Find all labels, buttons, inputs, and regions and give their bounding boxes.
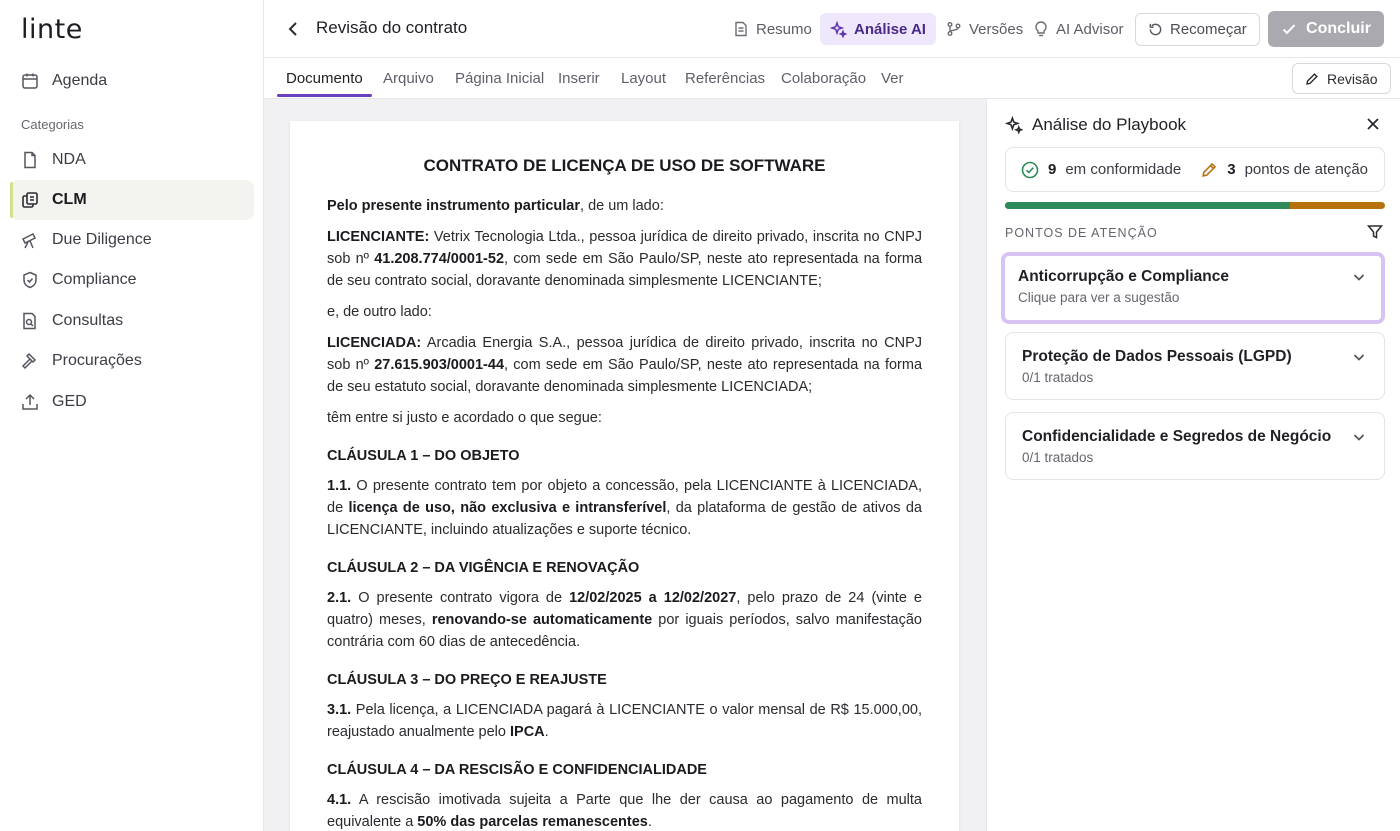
document-paragraph: e, de outro lado: <box>327 304 432 320</box>
clause-heading: CLÁUSULA 3 – DO PREÇO E REAJUSTE <box>327 672 607 688</box>
clause-heading: CLÁUSULA 2 – DA VIGÊNCIA E RENOVAÇÃO <box>327 560 640 576</box>
tab-layout[interactable]: Layout <box>621 70 667 87</box>
document-paragraph: 4.1. A rescisão imotivada sujeita a Parte que lhe der causa ao pagamento de multa equivalente a 50% das parcelas remanescentes. <box>327 792 922 830</box>
clause-heading: CLÁUSULA 4 – DA RESCISÃO E CONFIDENCIALIDADE <box>327 762 707 778</box>
document-page[interactable] <box>290 121 959 831</box>
atencao-label: pontos de atenção <box>1244 161 1369 178</box>
document-title: CONTRATO DE LICENÇA DE USO DE SOFTWARE <box>423 156 826 175</box>
sparkles-icon <box>830 21 847 38</box>
chevron-down-icon[interactable] <box>1352 430 1366 449</box>
recomecar-button[interactable] <box>1135 13 1260 46</box>
sidebar-item-ged[interactable] <box>10 382 254 422</box>
document-paragraph: 3.1. Pela licença, a LICENCIADA pagará à LICENCIANTE o valor mensal de R$ 15.000,00, reajustado anualmente pelo IPCA. <box>327 702 922 740</box>
sparkles-icon <box>1005 116 1023 139</box>
attention-card[interactable] <box>1005 412 1385 480</box>
compliance-progress-fill <box>1005 202 1290 209</box>
categories-label: Categorias <box>21 117 84 132</box>
document-area[interactable] <box>264 99 986 831</box>
document-paragraph: LICENCIADA: Arcadia Energia S.A., pessoa jurídica de direito privado, inscrita no CNPJ sob nº 27.615.903/0001-44, com sede em São Paulo/SP, neste ato representada na forma de seu estatuto social, doravante denominada simplesmente LICENCIADA; <box>327 335 923 395</box>
recomecar-label: Recomeçar <box>1170 21 1247 38</box>
back-button[interactable] <box>282 17 306 41</box>
tab-inserir[interactable]: Inserir <box>558 70 600 87</box>
sidebar-item-agenda[interactable] <box>10 61 254 101</box>
copy-documents-icon <box>21 191 39 209</box>
sidebar <box>0 0 264 831</box>
tab-ver[interactable]: Ver <box>881 70 904 87</box>
gavel-icon <box>21 352 39 370</box>
sidebar-item-consultas[interactable] <box>10 301 254 341</box>
tab-arquivo[interactable]: Arquivo <box>383 70 434 87</box>
sidebar-item-clm[interactable] <box>10 180 254 220</box>
branch-icon <box>946 21 962 37</box>
analise-ai-label: Análise AI <box>854 20 926 38</box>
concluir-button[interactable] <box>1268 11 1384 47</box>
resumo-button[interactable] <box>723 13 822 45</box>
attention-card-subtitle: 0/1 tratados <box>1022 370 1094 385</box>
atencao-count: 3 <box>1227 161 1236 178</box>
chevron-left-icon <box>287 22 301 36</box>
attention-card[interactable] <box>1005 332 1385 400</box>
ribbon-tabs <box>264 58 1400 99</box>
playbook-panel <box>986 99 1400 831</box>
tab-pagina-inicial[interactable]: Página Inicial <box>455 70 545 87</box>
panel-title: Análise do Playbook <box>1032 115 1187 134</box>
close-icon[interactable] <box>1365 116 1381 137</box>
sidebar-item-label: CLM <box>52 191 87 208</box>
sidebar-item-label: Due Diligence <box>52 231 152 248</box>
check-icon <box>1281 21 1297 37</box>
document-paragraph: Pelo presente instrumento particular, de um lado: <box>327 198 664 214</box>
ai-advisor-button[interactable] <box>1023 13 1134 45</box>
document-paragraph: LICENCIANTE: Vetrix Tecnologia Ltda., pessoa jurídica de direito privado, inscrita no CNPJ sob nº 41.208.774/0001-52, com sede em São Paulo/SP, neste ato representada na forma de seu contrato social, doravante denominada simplesmente LICENCIANTE; <box>327 229 923 289</box>
revisao-label: Revisão <box>1327 70 1378 87</box>
chevron-down-icon[interactable] <box>1352 270 1366 289</box>
telescope-icon <box>21 231 39 249</box>
document-paragraph: 2.1. O presente contrato vigora de 12/02/2025 a 12/02/2027, pelo prazo de 24 (vinte e quatro) meses, renovando-se automaticamente por iguais períodos, salvo manifestação contrária com 60 dias de antecedência. <box>327 590 922 650</box>
app-logo[interactable]: linte <box>21 14 83 45</box>
attention-card-title: Confidencialidade e Segredos de Negócio <box>1022 428 1332 445</box>
ai-advisor-label: AI Advisor <box>1056 20 1124 38</box>
resumo-label: Resumo <box>756 20 812 38</box>
filter-icon[interactable] <box>1367 224 1383 245</box>
conformidade-label: em conformidade <box>1065 161 1182 178</box>
calendar-icon <box>21 72 39 90</box>
section-label: PONTOS DE ATENÇÃO <box>1005 226 1158 240</box>
tab-documento[interactable]: Documento <box>286 70 363 87</box>
attention-card-subtitle: Clique para ver a sugestão <box>1018 290 1180 305</box>
pencil-icon <box>1201 161 1218 178</box>
versoes-button[interactable] <box>936 13 1033 45</box>
document-paragraph: 1.1. O presente contrato tem por objeto a concessão, pela LICENCIANTE à LICENCIADA, de licença de uso, não exclusiva e intransferível, da plataforma de gestão de ativos da LICENCIANTE, incluindo atualizações e suporte técnico. <box>327 478 922 538</box>
document-icon <box>733 21 749 37</box>
chevron-down-icon[interactable] <box>1352 350 1366 369</box>
pencil-icon <box>1305 72 1319 86</box>
restart-icon <box>1148 22 1163 37</box>
document-icon <box>21 151 39 169</box>
lightbulb-icon <box>1033 21 1049 37</box>
sidebar-item-procuracoes[interactable] <box>10 341 254 381</box>
attention-card-title: Proteção de Dados Pessoais (LGPD) <box>1022 348 1292 365</box>
versoes-label: Versões <box>969 20 1024 38</box>
sidebar-item-label: Compliance <box>52 271 137 288</box>
page-title: Revisão do contrato <box>316 18 468 37</box>
sidebar-item-label: Agenda <box>52 72 108 89</box>
document-search-icon <box>21 312 39 330</box>
clause-heading: CLÁUSULA 1 – DO OBJETO <box>327 448 520 464</box>
revisao-button[interactable] <box>1292 63 1391 94</box>
sidebar-item-label: Procurações <box>52 352 142 369</box>
active-tab-indicator <box>277 94 372 97</box>
conformidade-count: 9 <box>1048 161 1057 178</box>
top-bar <box>264 0 1400 58</box>
sidebar-item-nda[interactable] <box>10 140 254 180</box>
sidebar-item-label: Consultas <box>52 312 124 329</box>
tab-referencias[interactable]: Referências <box>685 70 766 87</box>
compliance-summary <box>1005 147 1385 192</box>
shield-icon <box>21 271 39 289</box>
document-paragraph: têm entre si justo e acordado o que segue: <box>327 410 602 426</box>
analise-ai-button[interactable] <box>820 13 936 45</box>
sidebar-item-label: NDA <box>52 151 86 168</box>
sidebar-item-label: GED <box>52 393 87 410</box>
check-circle-icon <box>1021 161 1039 179</box>
concluir-label: Concluir <box>1306 20 1371 37</box>
upload-icon <box>21 393 39 411</box>
compliance-progress-bar <box>1005 202 1385 209</box>
attention-card[interactable] <box>1001 252 1385 324</box>
attention-card-subtitle: 0/1 tratados <box>1022 450 1094 465</box>
sidebar-item-due-diligence[interactable] <box>10 220 254 260</box>
tab-colaboracao[interactable]: Colaboração <box>781 70 867 87</box>
attention-card-title: Anticorrupção e Compliance <box>1018 268 1230 285</box>
sidebar-item-compliance[interactable] <box>10 260 254 300</box>
